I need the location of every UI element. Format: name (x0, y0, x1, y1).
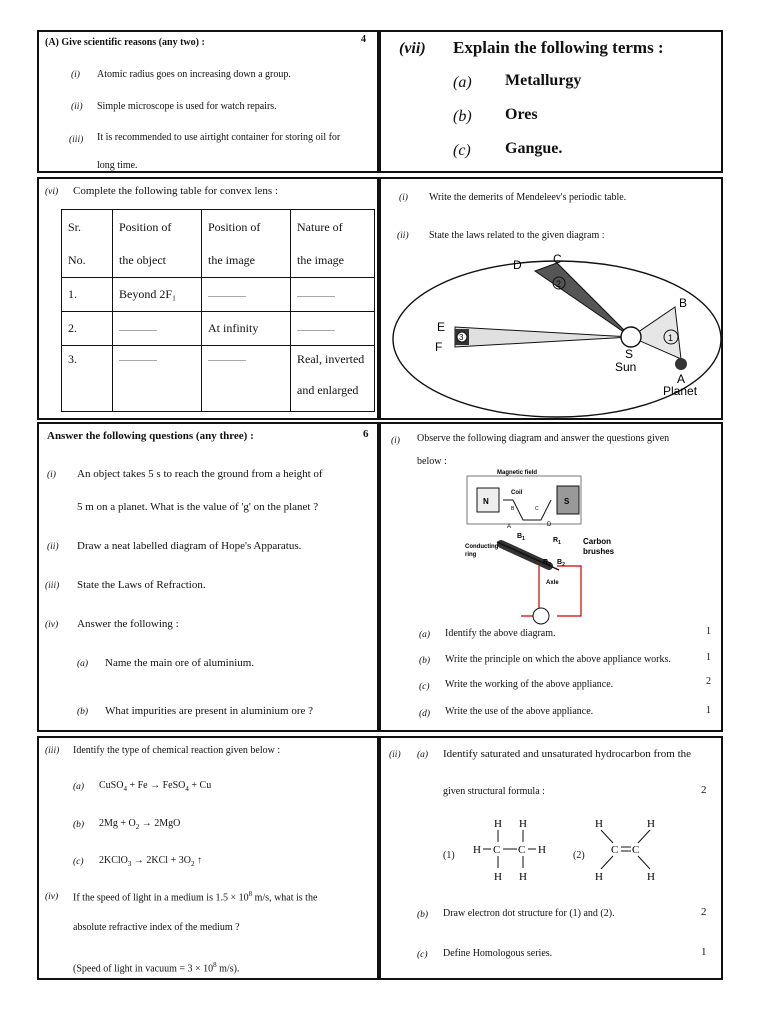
bond (601, 856, 613, 869)
item-number: (c) (419, 682, 430, 692)
term-number: (a) (453, 74, 472, 91)
term-text: Gangue. (505, 140, 563, 157)
area-number-2: 2 (556, 279, 562, 289)
question-number: (iv) (45, 892, 59, 902)
bond (601, 830, 613, 843)
header-cell: the image (297, 252, 344, 267)
formula-part: → 2KCl + 3O (133, 855, 191, 866)
label-brush-b1 (517, 533, 525, 542)
brush-letter: B (557, 559, 563, 566)
area-number-1: 1 (668, 333, 674, 343)
label-n: N (483, 497, 489, 506)
ethane-structure (471, 816, 561, 886)
swept-area-3 (455, 327, 631, 347)
table-cell: 2. (62, 312, 113, 346)
question-number: (iii) (45, 746, 60, 756)
question-title: Explain the following terms : (453, 38, 664, 57)
panel-motor-diagram (379, 422, 723, 732)
subscript: 2 (135, 823, 140, 831)
question-text: Define Homologous series. (443, 948, 553, 959)
marks-label: 1 (706, 705, 711, 716)
table-cell: ................... (291, 312, 375, 346)
atom-h: H (595, 818, 603, 830)
question-number: (ii) (397, 231, 409, 241)
text-part: m/s). (216, 963, 240, 975)
reaction-c: 2KClO$_3$ → $2KCl + 3O_2$ ↑ (99, 855, 202, 868)
item-number: (iii) (69, 135, 84, 145)
formula-part: CuSO (99, 780, 124, 791)
header-cell: Position of (208, 219, 261, 234)
question-text: Identify saturated and unsaturated hydrocarbon from the (443, 748, 692, 760)
reaction-a (99, 780, 211, 793)
table-header-row (62, 210, 375, 278)
brush-letter: B (517, 533, 523, 540)
label-f: F (435, 340, 443, 354)
formula-part: + Cu (188, 780, 212, 791)
planet (675, 358, 687, 370)
question-text: Write the working of the above appliance. (445, 679, 614, 690)
header-cell: the image (208, 252, 255, 267)
formula-label: (1) (443, 850, 455, 861)
atom-h: H (647, 871, 655, 883)
reaction-b (99, 818, 180, 831)
ring-letter: R (553, 537, 559, 544)
subscript: 4 (123, 785, 127, 793)
marks-label: 2 (701, 784, 707, 796)
superscript: 8 (213, 961, 217, 969)
table-cell: Real, inverted (297, 352, 365, 366)
label-brushes: brushes (583, 547, 615, 556)
question-text: Identify the above diagram. (445, 628, 556, 639)
marks-label: 2 (706, 676, 711, 687)
question-number: (vi) (45, 187, 59, 197)
item-number: (i) (71, 70, 80, 80)
question-text: State the laws related to the given diagram : (429, 230, 605, 241)
label-c: C (535, 506, 539, 512)
item-number: (ii) (71, 102, 83, 112)
item-number: (b) (419, 656, 431, 666)
atom-h: H (519, 818, 527, 830)
table-cell: ................... (113, 346, 202, 412)
panel-scientific-reasons (37, 30, 379, 173)
term-text: Ores (505, 106, 538, 123)
question-number: (i) (391, 436, 400, 446)
atom-h: H (473, 844, 481, 856)
panel-kepler-laws (379, 177, 723, 420)
question-text: Identify the type of chemical reaction given below : (73, 745, 281, 756)
question-number: (ii) (389, 750, 401, 760)
formula-part: 2KClO (99, 855, 128, 866)
question-text: An object takes 5 s to reach the ground from a height of (77, 468, 323, 480)
label-e: E (437, 320, 446, 334)
item-number: (a) (419, 630, 431, 640)
marks-label: 2 (701, 906, 707, 918)
atom-h: H (494, 818, 502, 830)
question-text (73, 890, 317, 903)
question-text: given structural formula : (443, 786, 545, 797)
panel-answer-three (37, 422, 379, 732)
table-row (62, 346, 375, 412)
superscript: 8 (248, 890, 253, 898)
header-cell: Sr. (68, 219, 82, 234)
question-text: Write the principle on which the above appliance works. (445, 654, 671, 665)
label-a: A (507, 524, 512, 530)
question-number: (vii) (399, 40, 426, 57)
atom-c: C (493, 844, 501, 856)
atom-h: H (494, 871, 502, 883)
galvanometer (533, 608, 549, 624)
marks-label: 1 (706, 652, 711, 663)
question-text: Write the demerits of Mendeleev's periodic table. (429, 192, 627, 203)
bond (638, 856, 650, 869)
brush-subscript: 1 (522, 536, 525, 542)
term-number: (b) (453, 108, 472, 125)
header-cell: Nature of (297, 219, 343, 234)
question-text: Name the main ore of aluminium. (105, 657, 255, 669)
table-row (62, 312, 375, 346)
electric-motor-diagram (381, 466, 723, 626)
ethene-structure (589, 816, 689, 886)
note-text (73, 961, 239, 974)
table-cell: 3. (62, 346, 113, 412)
label-c: C (553, 252, 562, 266)
label-b: B (511, 506, 515, 512)
label-d: D (547, 522, 552, 528)
item-number: (a) (73, 782, 85, 792)
label-d: D (513, 258, 522, 272)
question-text: Write the use of the above appliance. (445, 706, 594, 717)
atom-h: H (647, 818, 655, 830)
subscript: 3 (127, 860, 132, 868)
question-text: What impurities are present in aluminium ore ? (105, 705, 314, 717)
label-a: A (677, 372, 686, 386)
label-s: S (625, 347, 634, 361)
circuit-wire (521, 566, 539, 616)
header-cell: Position of (119, 219, 172, 234)
formula-part: → 2MgO (141, 818, 181, 829)
table-cell: Beyond 2F₁ (113, 278, 202, 312)
brush-subscript: 2 (562, 562, 565, 568)
table-cell: 1. (62, 278, 113, 312)
question-number: (i) (399, 193, 408, 203)
label-b: B (679, 296, 688, 310)
label-magnetic-field: Magnetic field (497, 470, 538, 476)
formula-part: + Fe → FeSO (126, 780, 186, 791)
term-text: Metallurgy (505, 72, 582, 89)
ring-subscript: 2 (548, 562, 551, 568)
circuit-wire (557, 566, 581, 616)
item-number: (ii) (47, 542, 59, 552)
bond (638, 830, 650, 843)
subscript: 2 (190, 860, 195, 868)
header-cell: No. (68, 252, 86, 267)
lens-table (61, 209, 375, 412)
question-title: Complete the following table for convex lens : (73, 185, 278, 197)
table-cell: At infinity (202, 312, 291, 346)
question-text: 5 m on a planet. What is the value of 'g' on the planet ? (77, 501, 319, 513)
question-text: It is recommended to use airtight container for storing oil for (97, 132, 341, 143)
atom-c: C (611, 844, 619, 856)
atom-h: H (538, 844, 546, 856)
planetary-orbit-diagram (381, 241, 723, 420)
term-number: (c) (453, 142, 471, 159)
text-part: If the speed of light in a medium is 1.5 × 10 (73, 892, 249, 904)
swept-area-2 (535, 263, 631, 337)
question-text: Draw a neat labelled diagram of Hope's Apparatus. (77, 540, 302, 552)
marks-label: 4 (361, 34, 366, 45)
label-brush-b2 (557, 559, 565, 568)
marks-label: 1 (706, 626, 711, 637)
label-axle: Axle (546, 580, 559, 586)
item-number: (d) (419, 709, 431, 719)
table-cell: and enlarged (297, 383, 359, 397)
item-number: (c) (73, 857, 84, 867)
label-conducting: Conducting (465, 544, 499, 550)
label-carbon: Carbon (583, 537, 611, 546)
panel-explain-terms (379, 30, 723, 173)
table-cell: ................... (113, 312, 202, 346)
sun (621, 327, 641, 347)
question-text: Observe the following diagram and answer the questions given (417, 433, 670, 444)
question-text: Atomic radius goes on increasing down a group. (97, 69, 291, 80)
ring-letter: R (543, 559, 549, 566)
formula-part: 2Mg + O (99, 818, 136, 829)
header-cell: the object (119, 252, 166, 267)
label-sun: Sun (615, 360, 637, 374)
question-text: long time. (97, 160, 138, 171)
table-cell: ................... (202, 278, 291, 312)
panel-chemical-reactions (37, 736, 379, 980)
question-text: Answer the following : (77, 618, 179, 630)
question-text: Simple microscope is used for watch repairs. (97, 101, 277, 112)
table-cell: ................... (291, 278, 375, 312)
panel-hydrocarbons (379, 736, 723, 980)
table-row (62, 278, 375, 312)
item-number: (c) (417, 950, 428, 960)
section-heading: Answer the following questions (any three) : (47, 430, 254, 442)
table-cell: ................... (202, 346, 291, 412)
question-text: Draw electron dot structure for (1) and (2). (443, 908, 615, 919)
formula-label: (2) (573, 850, 585, 861)
label-ring: ring (465, 552, 477, 558)
question-text: absolute refractive index of the medium ? (73, 922, 240, 933)
item-number: (a) (77, 659, 89, 669)
question-text: State the Laws of Refraction. (77, 579, 206, 591)
area-number-3: 3 (459, 333, 464, 342)
panel-convex-lens-table (37, 177, 379, 420)
label-ring-r1 (553, 537, 561, 546)
item-number: (iii) (45, 581, 60, 591)
text-part: m/s, what is the (252, 892, 318, 904)
atom-h: H (519, 871, 527, 883)
label-coil: Coil (511, 490, 523, 496)
item-number: (b) (73, 820, 85, 830)
marks-label: 1 (701, 946, 707, 958)
atom-h: H (595, 871, 603, 883)
marks-label: 6 (363, 428, 369, 440)
atom-c: C (632, 844, 640, 856)
question-text: below : (417, 456, 447, 467)
item-number: (i) (47, 470, 56, 480)
atom-c: C (518, 844, 526, 856)
ring-subscript: 1 (558, 540, 561, 546)
label-planet: Planet (663, 384, 698, 398)
item-number: (iv) (45, 620, 59, 630)
label-s: S (564, 497, 570, 506)
subscript: 4 (185, 785, 189, 793)
item-number: (b) (417, 910, 429, 920)
section-a-heading: (A) Give scientific reasons (any two) : (45, 37, 205, 48)
text-part: (Speed of light in vacuum = 3 × 10 (73, 963, 214, 975)
item-number: (a) (417, 750, 429, 760)
item-number: (b) (77, 707, 89, 717)
